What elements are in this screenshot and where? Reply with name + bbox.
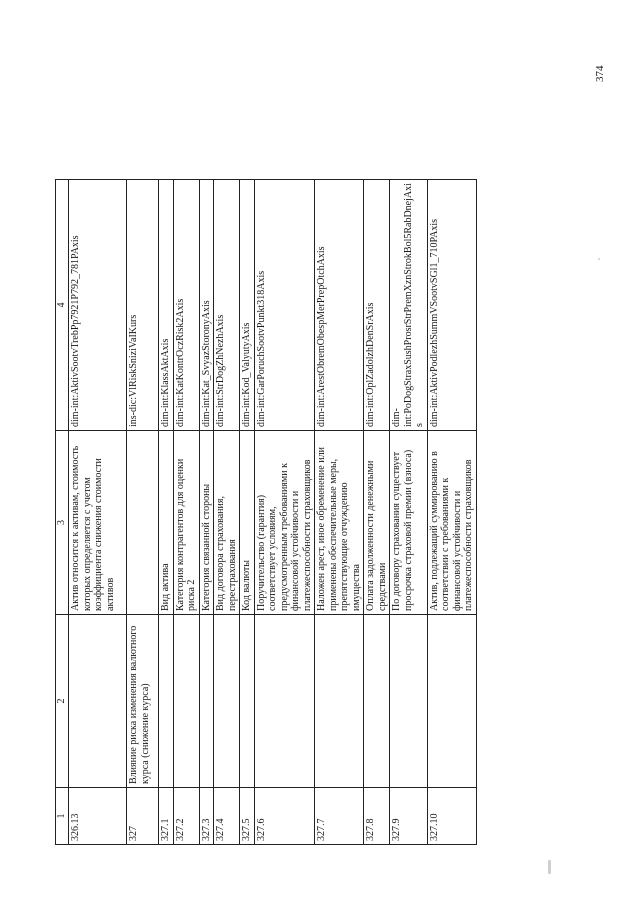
row-description: Категория контрагентов для оценки риска 2 <box>173 431 199 615</box>
row-description: Оплата задолженности денежными средствами <box>364 431 390 615</box>
row-description: Поручительство (гарантия) соответствует условиям, предусмотренным требованиями к финансовой устойчивости и платежеспособности страховщиков <box>254 431 315 615</box>
row-description: Актив, подлежащий суммированию в соответствии с требованиями к финансовой устойчивости и платежеспособности страховщиков <box>427 431 476 615</box>
row-number: 327.6 <box>254 788 315 845</box>
page-number <box>590 60 610 90</box>
row-name <box>315 615 364 788</box>
row-code: dim-int:ArestObremObespMerPrepOtchAxis <box>315 180 364 431</box>
row-code: dim-int:OplZadolzhDenSrAxis <box>364 180 390 431</box>
table-row <box>427 180 476 845</box>
header-col-4: 4 <box>56 180 69 431</box>
row-name <box>69 615 127 788</box>
row-name <box>254 615 315 788</box>
row-code: dim-int:KatKontrOczRisk2Axis <box>173 180 199 431</box>
row-code: dim-int:Kod_ValyutyAxis <box>240 180 255 431</box>
table-row <box>254 180 315 845</box>
row-description: Вид актива <box>159 431 174 615</box>
row-name <box>159 615 174 788</box>
row-number: 327.7 <box>315 788 364 845</box>
scan-speck <box>598 258 600 260</box>
rotated-page <box>55 180 505 845</box>
header-col-2: 2 <box>56 615 69 788</box>
row-code: dim-int:StrDogZhNezhAxis <box>214 180 240 431</box>
table-row <box>364 180 390 845</box>
row-name <box>427 615 476 788</box>
table-row <box>159 180 174 845</box>
header-row <box>56 180 69 845</box>
row-name <box>173 615 199 788</box>
row-number: 327.9 <box>390 788 428 845</box>
scan-speck <box>548 860 551 874</box>
header-col-1: 1 <box>56 788 69 845</box>
row-number: 327.5 <box>240 788 255 845</box>
row-number: 326.13 <box>69 788 127 845</box>
table-row <box>127 180 159 845</box>
row-name: Влияние риска изменения валютного курса (снижение курса) <box>127 615 159 788</box>
row-code: dim-int:AktivSootvTrebPp7921P792_781PAxis <box>69 180 127 431</box>
row-number: 327.1 <box>159 788 174 845</box>
row-description: По договору страхования существует просрочка страховой премии (взноса) <box>390 431 428 615</box>
row-name <box>240 615 255 788</box>
table-row <box>214 180 240 845</box>
row-number: 327.3 <box>199 788 214 845</box>
table-row <box>315 180 364 845</box>
row-description <box>127 431 159 615</box>
data-table <box>55 179 477 845</box>
row-number: 327.10 <box>427 788 476 845</box>
table-row <box>173 180 199 845</box>
page-number-text: 374 <box>594 65 606 82</box>
row-description: Вид договора страхования, перестрахования <box>214 431 240 615</box>
row-description: Актив относится к активам, стоимость которых определяется с учетом коэффициента снижения стоимости активов <box>69 431 127 615</box>
table-row <box>199 180 214 845</box>
row-number: 327.8 <box>364 788 390 845</box>
row-number: 327.2 <box>173 788 199 845</box>
row-code: dim-int:AktivPodlezhSummVSootvSGl1_710PAxis <box>427 180 476 431</box>
row-name <box>199 615 214 788</box>
row-number: 327 <box>127 788 159 845</box>
row-name <box>214 615 240 788</box>
row-code: dim-int:KlassAktAxis <box>159 180 174 431</box>
row-description: Наложен арест, иное обременение или применены обеспечительные меры, препятствующие отчуждению имущества <box>315 431 364 615</box>
row-code: dim-int:GarPoruchSootvPunkt318Axis <box>254 180 315 431</box>
row-name <box>364 615 390 788</box>
row-name <box>390 615 428 788</box>
table-row <box>240 180 255 845</box>
row-number: 327.4 <box>214 788 240 845</box>
row-description: Категория связанной стороны <box>199 431 214 615</box>
table-row <box>390 180 428 845</box>
row-code: dim-int:PoDogStraxSushProsrStrPremXznStrokBol5RabDnejAxis <box>390 180 428 431</box>
header-col-3: 3 <box>56 431 69 615</box>
row-code: ins-dic:VlRiskSniziVaIKurs <box>127 180 159 431</box>
table-row <box>69 180 127 845</box>
row-description: Код валюты <box>240 431 255 615</box>
row-code: dim-int:Kat_SvyazStoronyAxis <box>199 180 214 431</box>
